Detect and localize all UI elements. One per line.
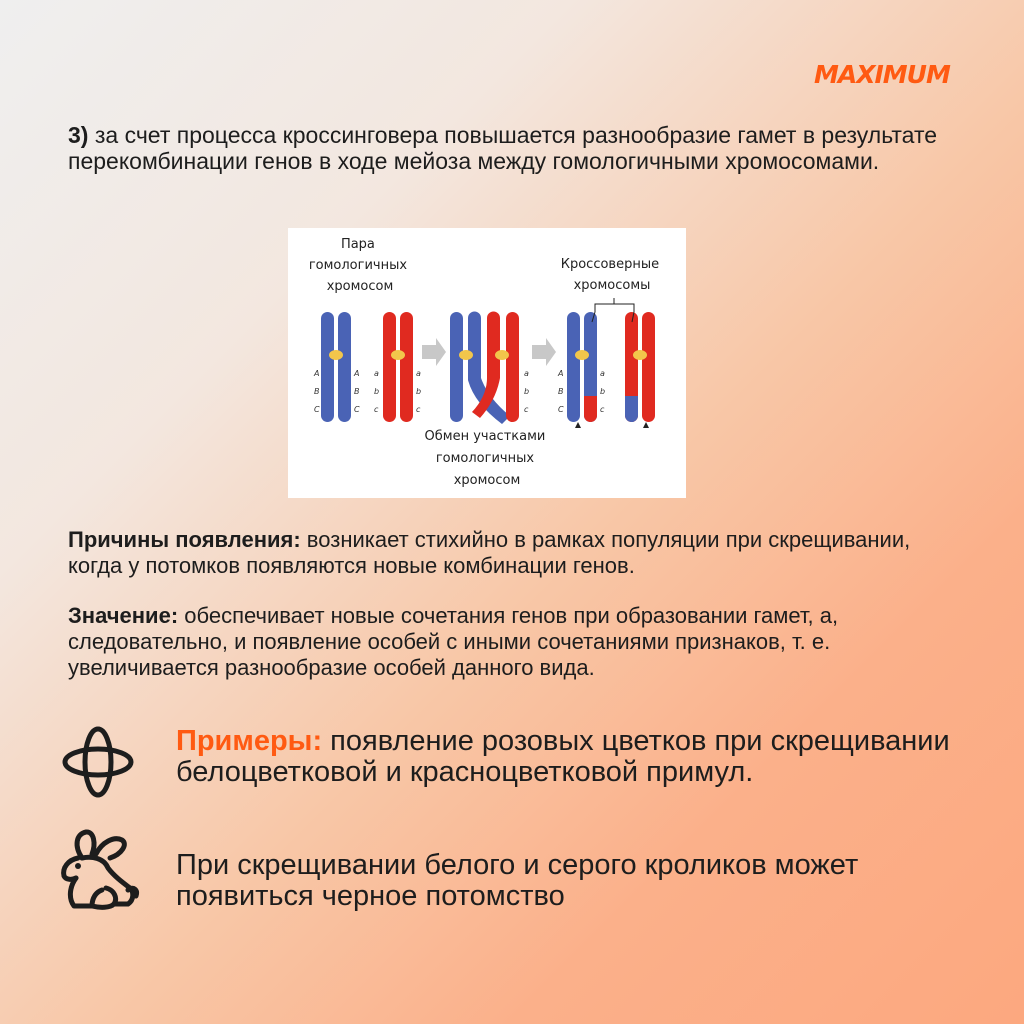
gene-label-A-1: A bbox=[314, 369, 320, 378]
brand-logo: MAXIMUM bbox=[814, 60, 950, 89]
gene-label-A-1b: A bbox=[354, 369, 360, 378]
rabbit-icon bbox=[52, 828, 140, 916]
example-rabbits-text: При скрещивании белого и серого кроликов может появиться черное потомство bbox=[176, 849, 859, 912]
meaning-label: Значение: bbox=[68, 603, 179, 628]
chromosome-blue-1 bbox=[321, 312, 351, 422]
chromosome-red-3 bbox=[625, 312, 655, 422]
gene-label-A-3: A bbox=[558, 369, 564, 378]
gene-label-C-3: C bbox=[558, 405, 564, 414]
example-flowers-text: появление розовых цветков при скрещивании белоцветковой и красноцветковой примул. bbox=[176, 725, 950, 788]
gene-label-c-2: c bbox=[524, 405, 529, 414]
meaning-paragraph bbox=[68, 603, 948, 681]
label-pair-line1: Пара bbox=[340, 237, 375, 252]
gene-label-a-1: a bbox=[374, 369, 379, 378]
gene-label-b-1b: b bbox=[416, 387, 422, 396]
label-pair-line2: гомологичных bbox=[308, 258, 408, 273]
arrow-right-icon bbox=[532, 338, 556, 366]
gene-label-a-3: a bbox=[600, 369, 605, 378]
example-flowers bbox=[176, 726, 956, 788]
example-rabbits bbox=[176, 850, 956, 912]
gene-label-a-2: a bbox=[524, 369, 529, 378]
label-crossover-line2: хромосомы bbox=[573, 278, 651, 293]
gene-label-c-3: c bbox=[600, 405, 605, 414]
meaning-text: обеспечивает новые сочетания генов при образовании гамет, а, следовательно, и появление особей с иными сочетаниями признаков, т. е. увеличивается разнообразие особей данного вида. bbox=[68, 603, 839, 680]
gene-label-c-1: c bbox=[374, 405, 379, 414]
label-crossover-line1: Кроссоверные bbox=[560, 257, 660, 272]
point-number: 3) bbox=[68, 122, 89, 148]
atom-icon bbox=[60, 724, 136, 800]
chromosome-blue-3 bbox=[567, 312, 597, 422]
point-3-text bbox=[68, 122, 948, 174]
gene-label-C-1: C bbox=[314, 405, 320, 414]
crossover-bracket bbox=[595, 298, 634, 312]
gene-label-a-1b: a bbox=[416, 369, 421, 378]
small-arrow-icon bbox=[643, 422, 649, 428]
gene-label-b-3: b bbox=[600, 387, 606, 396]
gene-label-c-1b: c bbox=[416, 405, 421, 414]
label-exchange-line1: Обмен участками bbox=[424, 429, 546, 444]
gene-label-B-3: B bbox=[558, 387, 564, 396]
examples-label: Примеры: bbox=[176, 725, 323, 757]
arrow-right-icon bbox=[422, 338, 446, 366]
gene-label-b-2: b bbox=[524, 387, 530, 396]
gene-label-b-1: b bbox=[374, 387, 380, 396]
label-crossover bbox=[561, 257, 664, 293]
reasons-label: Причины появления: bbox=[68, 527, 301, 552]
gene-label-B-1: B bbox=[314, 387, 320, 396]
small-arrow-icon bbox=[575, 422, 581, 428]
label-exchange bbox=[425, 429, 550, 488]
label-exchange-line3: хромосом bbox=[453, 473, 521, 488]
gene-label-B-1b: B bbox=[354, 387, 360, 396]
gene-label-C-1b: C bbox=[354, 405, 360, 414]
label-pair-line3: хромосом bbox=[326, 279, 394, 294]
reasons-paragraph bbox=[68, 527, 948, 579]
label-pair bbox=[309, 237, 411, 294]
point-text: за счет процесса кроссинговера повышается разнообразие гамет в результате перекомбинации генов в ходе мейоза между гомологичными хромосомами. bbox=[68, 122, 938, 174]
reasons-text: возникает стихийно в рамках популяции при скрещивании, когда у потомков появляются новые комбинации генов. bbox=[68, 527, 911, 578]
label-exchange-line2: гомологичных bbox=[435, 451, 535, 466]
chromosome-red-1 bbox=[383, 312, 413, 422]
crossing-over-diagram bbox=[288, 228, 686, 498]
